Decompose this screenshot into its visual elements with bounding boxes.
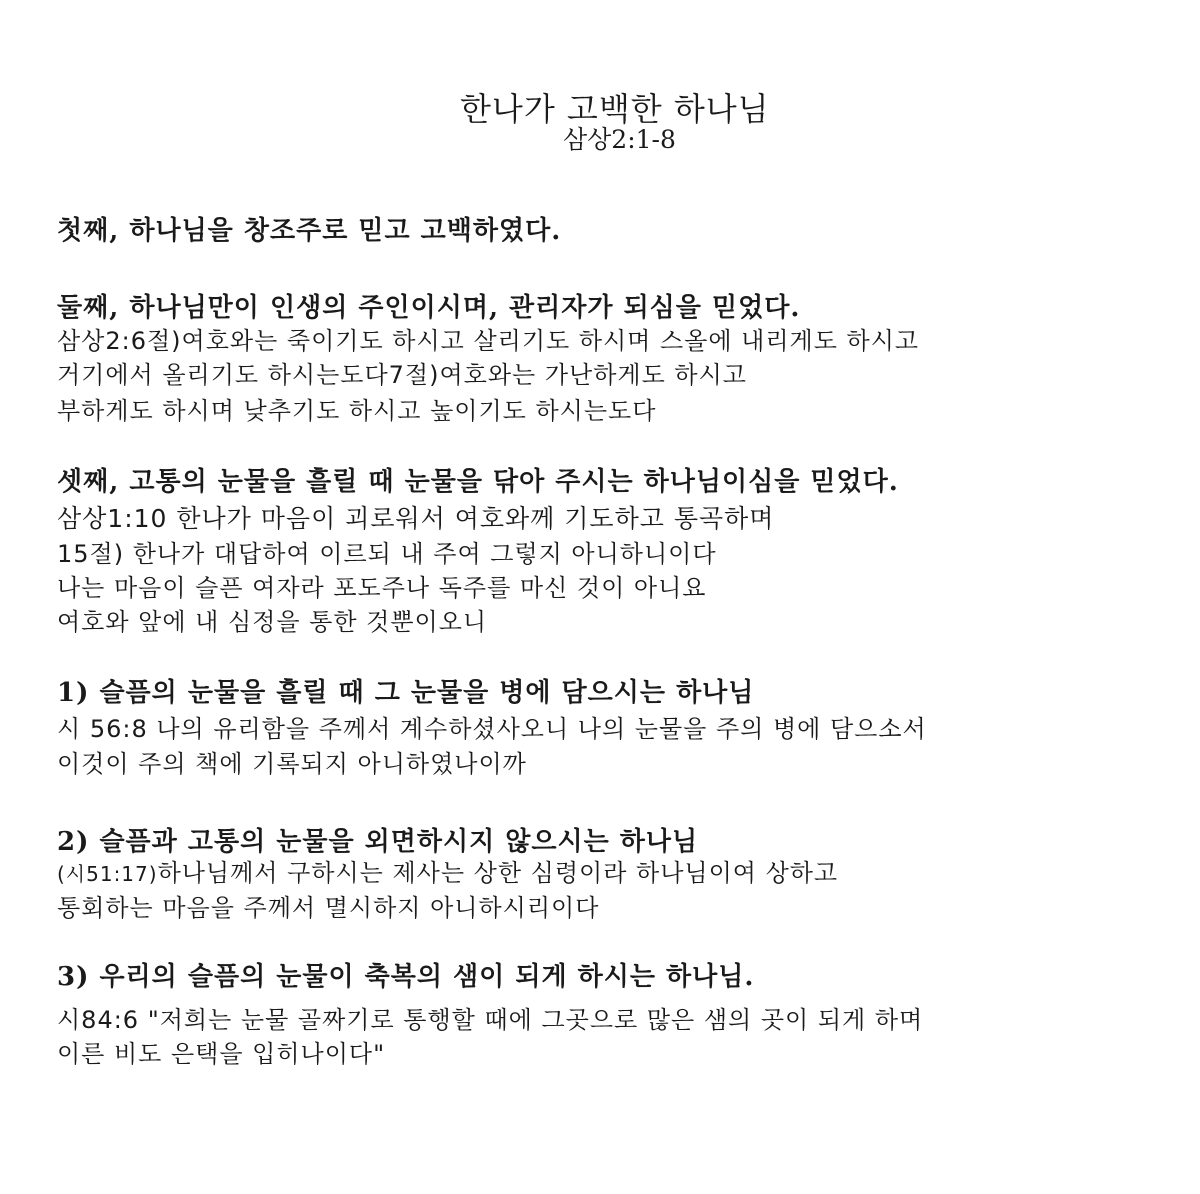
section2-line: 거기에서 올리기도 하시는도다7절)여호와는 가난하게도 하시고: [57, 361, 747, 389]
point2-text: 하나님께서 구하시는 제사는 상한 심령이라 하나님이여 상하고: [157, 859, 839, 887]
point3-line: 이른 비도 은택을 입히나이다": [57, 1040, 386, 1068]
point2-line: 통회하는 마음을 주께서 멸시하지 아니하시리이다: [57, 894, 600, 922]
section2-heading: 둘째, 하나님만이 인생의 주인이시며, 관리자가 되심을 믿었다.: [57, 293, 801, 323]
section3-heading: 셋째, 고통의 눈물을 흘릴 때 눈물을 닦아 주시는 하나님이심을 믿었다.: [57, 467, 899, 497]
section1-heading: 첫째, 하나님을 창조주로 믿고 고백하였다.: [57, 216, 562, 246]
point1-line: 이것이 주의 책에 기록되지 아니하였나이까: [57, 750, 527, 778]
section2-line: 부하게도 하시며 낮추기도 하시고 높이기도 하시는도다: [57, 397, 657, 425]
section2-line: 삼상2:6절)여호와는 죽이기도 하시고 살리기도 하시며 스올에 내리게도 하시고: [57, 327, 920, 355]
page-title: 한나가 고백한 하나님: [460, 90, 770, 128]
section3-line: 삼상1:10 한나가 마음이 괴로워서 여호와께 기도하고 통곡하며: [57, 504, 775, 533]
point1-heading: 1) 슬픔의 눈물을 흘릴 때 그 눈물을 병에 담으시는 하나님: [57, 678, 755, 708]
point2-line: [57, 853, 838, 888]
point1-line: 시 56:8 나의 유리함을 주께서 계수하셨사오니 나의 눈물을 주의 병에 담으소서: [57, 715, 927, 743]
point3-heading: 3) 우리의 슬픔의 눈물이 축복의 샘이 되게 하시는 하나님.: [57, 962, 755, 992]
point3-line-clipped: 시84:6 "저희는 눈물 골짜기로 통행할 때에 그곳으로 많은 샘의 곳이 되게 하며: [57, 1006, 924, 1034]
point2-ref: (시51:17): [57, 862, 158, 886]
point2-heading-clipped: 2) 슬픔과 고통의 눈물을 외면하시지 않으시는 하나님: [57, 827, 699, 857]
section3-line: 15절) 한나가 대답하여 이르되 내 주여 그렇지 아니하니이다: [57, 540, 717, 568]
page-subtitle: 삼상2:1-8: [563, 125, 676, 154]
section3-line: 나는 마음이 슬픈 여자라 포도주나 독주를 마신 것이 아니요: [57, 574, 707, 602]
section3-line-clipped: 여호와 앞에 내 심정을 통한 것뿐이오니: [57, 608, 488, 636]
